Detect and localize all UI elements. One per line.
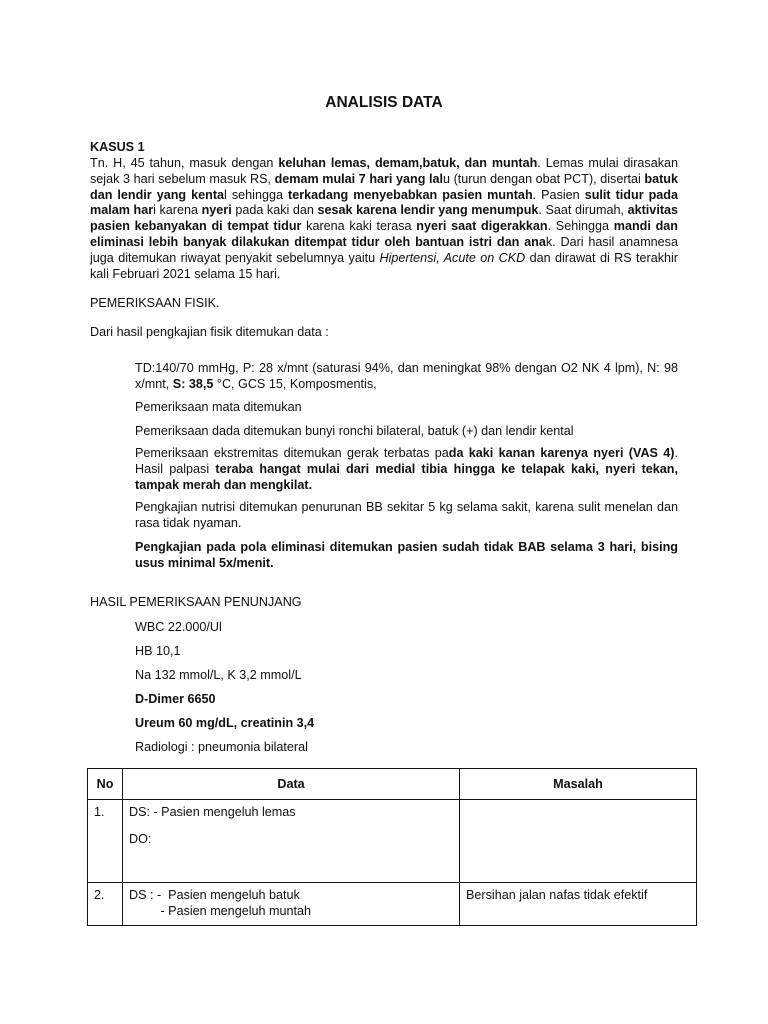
text-run: Hipertensi, Acute on CKD [379,250,526,265]
table-row [88,800,697,883]
text-run: TD:140/70 mmHg, P: 28 x/mnt (saturasi 94%, dan meningkat 98% dengan O2 NK 4 lpm), N: 98 x/mnt, [135,361,678,391]
text-run: l sehingga [224,187,289,202]
text-run: karena kaki terasa [301,219,417,234]
text-run: k. Dari hasil anamnesa juga ditemukan riwayat penyakit sebelumnya yaitu [90,234,678,265]
row-data-line: DO: [129,831,152,846]
text-run: u (turun dengan obat PCT), disertai [443,171,645,186]
row-data-line [129,821,453,832]
text-run: . Sehingga [547,219,614,234]
text-run: . Pasien [532,187,585,202]
text-run: terkadang menyebabkan pasien muntah [288,187,533,202]
row-no: 2. [88,883,123,926]
row-data-line: DS: - Pasien mengeluh lemas [129,805,296,819]
text-run: . Hasil palpasi [135,446,679,476]
extremity-exam-text [135,446,678,493]
row-data [123,800,460,883]
header-data: Data [123,769,460,800]
text-run: sulit tidur pada malam har [90,187,679,218]
physical-exam-intro: Dari hasil pengkajian fisik ditemukan data : [90,325,329,339]
nutrition-exam-text: Pengkajian nutrisi ditemukan penurunan BB sekitar 5 kg selama sakit, karena sulit menelan dan rasa tidak nyaman. [135,500,678,530]
text-run: Tn. H, 45 tahun, masuk dengan [90,156,279,170]
text-run: da kaki kanan karenya nyeri (VAS 4) [448,446,675,460]
row-no: 1. [88,800,123,883]
text-run: dan dirawat di RS terakhir kali Februari 2021 selama 15 hari. [90,250,678,281]
support-exam-item: HB 10,1 [135,644,181,658]
text-run: S: 38,5 [172,376,217,391]
text-run: nyeri saat digerakkan [416,219,548,234]
support-exam-item: Na 132 mmol/L, K 3,2 mmol/L [135,668,302,682]
text-run: teraba hangat mulai dari medial tibia hingga ke telapak kaki, nyeri tekan, tampak merah dan mengkilat. [135,461,678,492]
case-paragraph [90,156,678,282]
support-exam-item: WBC 22.000/Ul [135,620,222,634]
elimination-exam-text: Pengkajian pada pola eliminasi ditemukan pasien sudah tidak BAB selama 3 hari, bising usus minimal 5x/menit. [135,540,678,570]
chest-exam-text: Pemeriksaan dada ditemukan bunyi ronchi bilateral, batuk (+) dan lendir kental [135,424,574,438]
text-run: demam mulai 7 hari yang lal [274,171,443,186]
text-run: mandi dan eliminasi lebih banyak dilakukan ditempat tidur oleh bantuan istri dan ana [90,219,678,249]
header-masalah: Masalah [460,769,697,800]
text-run: aktivitas pasien kebanyakan di tempat tidur [90,203,679,234]
text-run: nyeri [201,203,232,218]
support-exam-item: D-Dimer 6650 [135,692,216,706]
support-exam-item: Radiologi : pneumonia bilateral [135,740,308,754]
text-run: sesak karena lendir yang menumpuk [317,203,539,218]
row-data [123,883,460,926]
row-masalah [460,800,697,883]
table-header-row [88,769,697,800]
text-run: i karena [153,203,202,218]
header-no: No [88,769,123,800]
text-run: keluhan lemas, demam,batuk, dan muntah [278,156,538,170]
eye-exam-text: Pemeriksaan mata ditemukan [135,400,302,414]
document-title: ANALISIS DATA [325,94,443,111]
physical-exam-heading: PEMERIKSAAN FISIK. [90,296,220,310]
text-run: batuk dan lendir yang kenta [90,171,678,202]
case-heading: KASUS 1 [90,140,145,154]
text-run: Pemeriksaan ekstremitas ditemukan gerak terbatas pa [135,446,449,460]
text-run: °C, GCS 15, Komposmentis, [216,376,377,391]
support-exam-item: Ureum 60 mg/dL, creatinin 3,4 [135,716,315,730]
text-run: . Saat dirumah, [538,203,628,218]
text-run: . Lemas mulai dirasakan sejak 3 hari sebelum masuk RS, [90,156,678,186]
support-exam-heading: HASIL PEMERIKSAAN PENUNJANG [90,595,302,609]
text-run: pada kaki dan [231,203,318,218]
row-masalah: Bersihan jalan nafas tidak efektif [460,883,697,926]
vital-signs-text [135,361,678,393]
data-analysis-table [87,768,697,926]
row-data-line: DS : - Pasien mengeluh batuk [129,888,300,902]
row-data-line: - Pasien mengeluh muntah [129,903,312,918]
table-row [88,883,697,926]
